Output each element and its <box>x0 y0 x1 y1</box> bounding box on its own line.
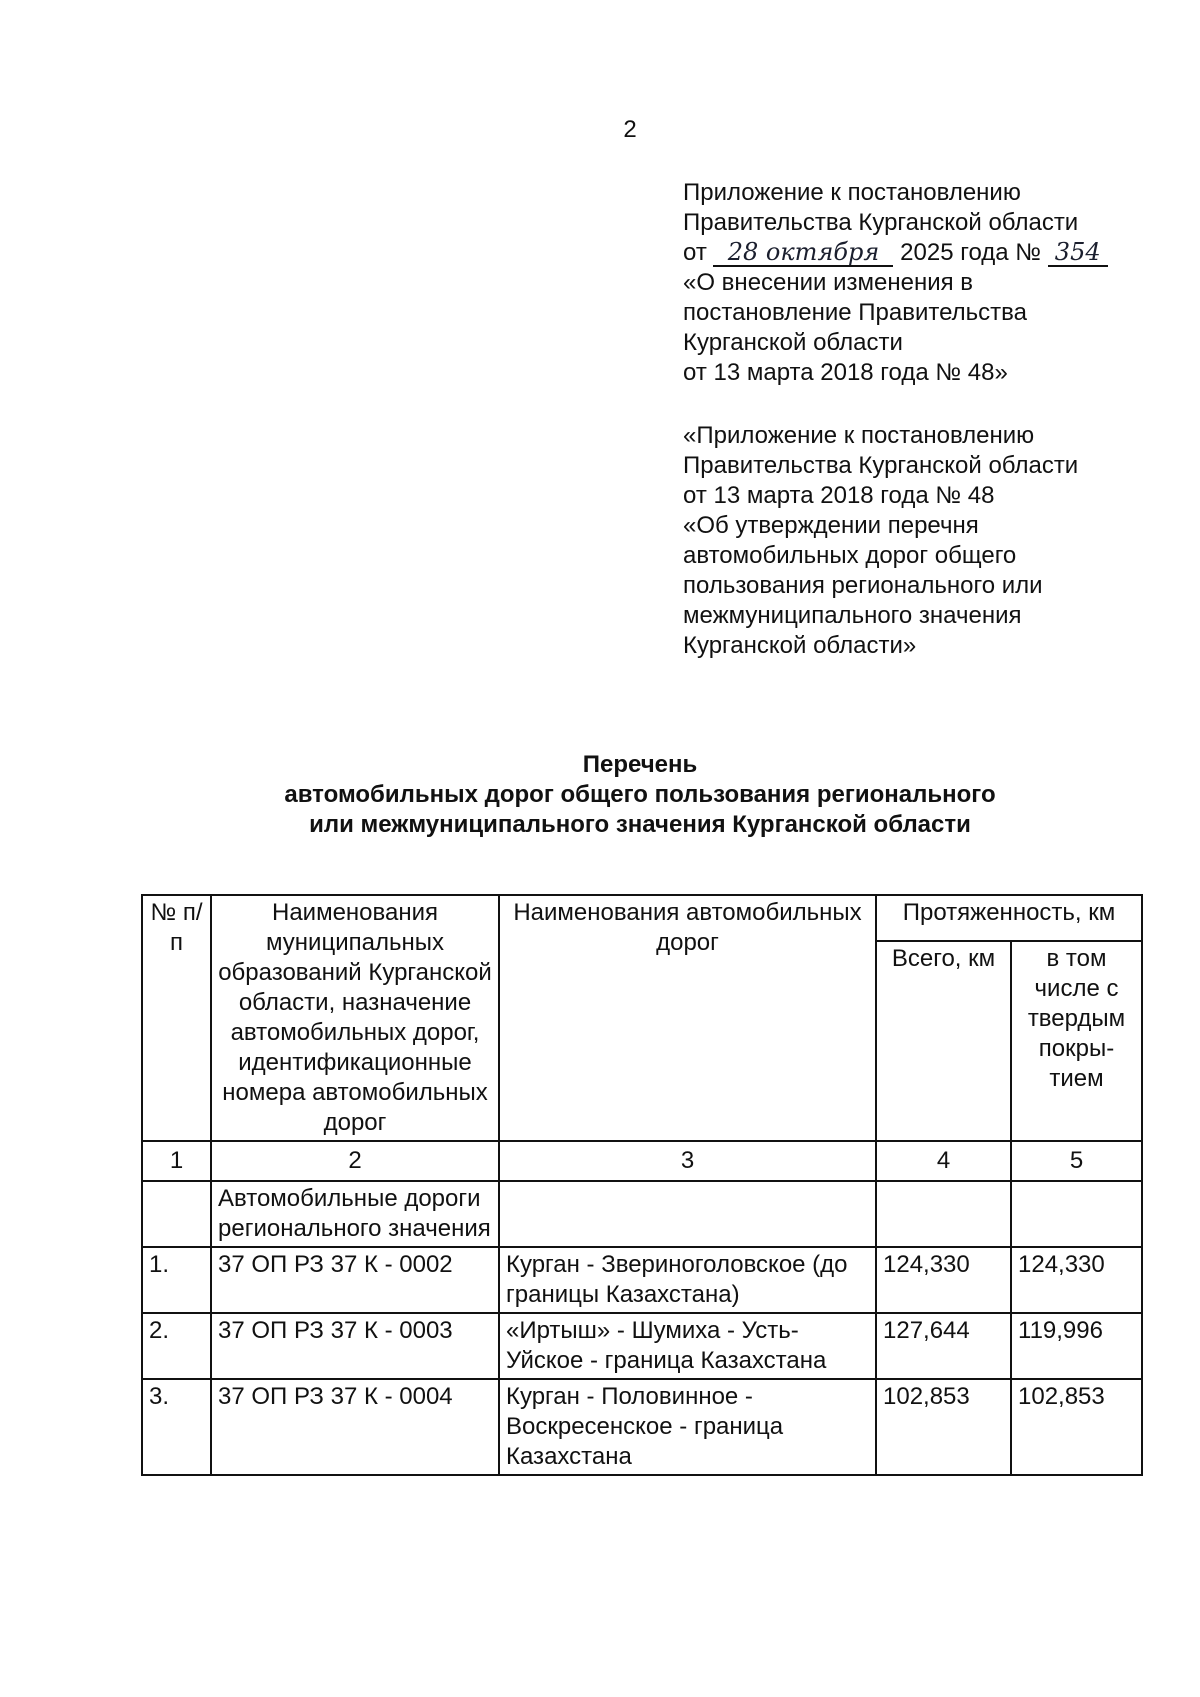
table-row <box>142 1379 1142 1475</box>
table-row <box>142 1247 1142 1313</box>
handwritten-number: 354 <box>1048 239 1108 267</box>
row-number: 2. <box>142 1313 211 1379</box>
appendix-line: Правительства Курганской области <box>683 209 1079 236</box>
section-label: Автомобильные дороги регионального значения <box>211 1181 499 1247</box>
title-line: или межмуниципального значения Курганской области <box>309 811 971 838</box>
length-total: 124,330 <box>876 1247 1011 1313</box>
row-number: 1. <box>142 1247 211 1313</box>
appendix-line: Приложение к постановлению <box>683 179 1021 206</box>
original-appendix-line: от 13 марта 2018 года № 48 <box>683 482 995 509</box>
original-appendix-line: Курганской области» <box>683 632 917 659</box>
appendix-line: Курганской области <box>683 329 903 356</box>
header-road-name: Наименования автомобильных дорог <box>499 895 876 1141</box>
road-name: «Иртыш» - Шумиха - Усть-Уйское - граница Казахстана <box>499 1313 876 1379</box>
original-appendix-line: «Приложение к постановлению <box>683 422 1035 449</box>
original-appendix-line: «Об утверждении перечня <box>683 512 979 539</box>
length-paved: 102,853 <box>1011 1379 1142 1475</box>
appendix-line: от 13 марта 2018 года № 48» <box>683 359 1008 386</box>
header-length-group: Протяженность, км <box>876 895 1142 941</box>
length-total: 102,853 <box>876 1379 1011 1475</box>
road-id: 37 ОП РЗ 37 К - 0004 <box>211 1379 499 1475</box>
date-prefix: от <box>683 239 707 266</box>
title-line: автомобильных дорог общего пользования регионального <box>284 781 996 808</box>
original-appendix-line: межмуниципального значения <box>683 602 1022 629</box>
column-number: 1 <box>142 1141 211 1181</box>
header-paved: в том числе с твердым покры-тием <box>1011 941 1142 1141</box>
road-name: Курган - Звериноголовское (до границы Казахстана) <box>499 1247 876 1313</box>
appendix-header <box>683 178 1153 388</box>
roads-table <box>141 894 1143 1476</box>
original-appendix-line: автомобильных дорог общего <box>683 542 1017 569</box>
row-number: 3. <box>142 1379 211 1475</box>
column-number: 2 <box>211 1141 499 1181</box>
road-id: 37 ОП РЗ 37 К - 0003 <box>211 1313 499 1379</box>
column-number: 4 <box>876 1141 1011 1181</box>
table-header-row <box>142 895 1142 941</box>
section-row <box>142 1181 1142 1247</box>
length-paved: 124,330 <box>1011 1247 1142 1313</box>
table-row <box>142 1313 1142 1379</box>
road-name: Курган - Половинное - Воскресенское - граница Казахстана <box>499 1379 876 1475</box>
road-id: 37 ОП РЗ 37 К - 0002 <box>211 1247 499 1313</box>
title-line: Перечень <box>582 751 698 778</box>
original-appendix-line: Правительства Курганской области <box>683 452 1079 479</box>
header-municipality: Наименования муниципальных образований Курганской области, назначение автомобильных дорог, идентификационные номера автомобильных дорог <box>211 895 499 1141</box>
year-label: 2025 года № <box>900 239 1042 266</box>
handwritten-date: 28 октября <box>713 239 893 267</box>
page-number: 2 <box>623 116 637 143</box>
appendix-date-line <box>683 238 1153 268</box>
header-number: № п/п <box>142 895 211 1141</box>
column-number: 3 <box>499 1141 876 1181</box>
appendix-line: постановление Правительства <box>683 299 1027 326</box>
length-paved: 119,996 <box>1011 1313 1142 1379</box>
original-appendix-line: пользования регионального или <box>683 572 1043 599</box>
length-total: 127,644 <box>876 1313 1011 1379</box>
appendix-line: «О внесении изменения в <box>683 269 974 296</box>
column-number: 5 <box>1011 1141 1142 1181</box>
column-number-row <box>142 1141 1142 1181</box>
header-total: Всего, км <box>876 941 1011 1141</box>
original-appendix-header <box>683 421 1153 661</box>
document-title <box>140 750 1140 840</box>
